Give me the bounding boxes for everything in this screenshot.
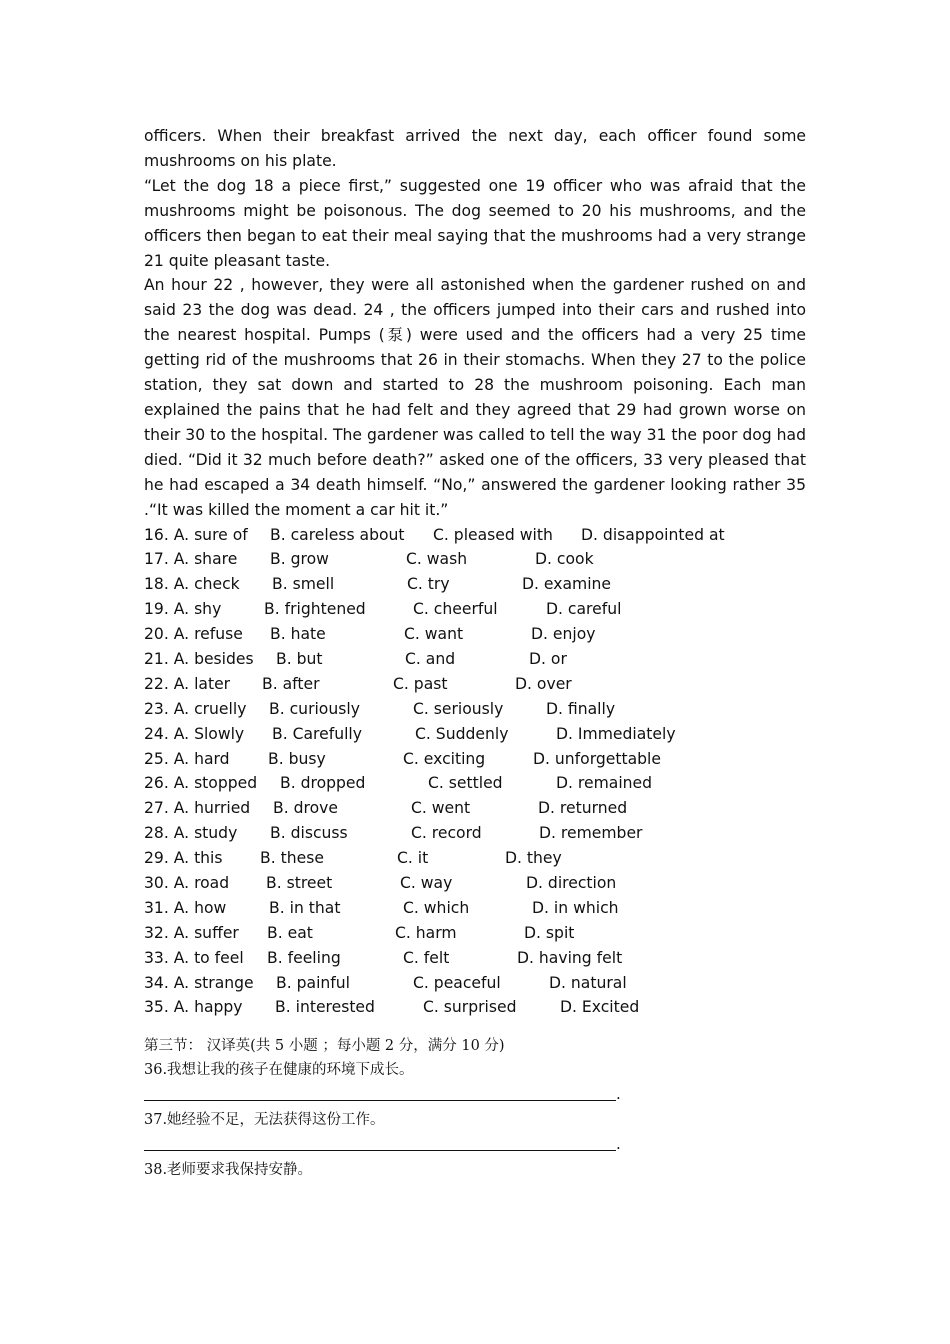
option-a: 34. A. strange <box>144 973 254 992</box>
option-b: B. curiously <box>269 699 360 718</box>
option-d: D. spit <box>524 923 575 942</box>
option-b: B. dropped <box>280 774 366 793</box>
answer-line-36[interactable] <box>144 1082 806 1108</box>
option-b: B. eat <box>267 923 313 942</box>
option-b: B. drove <box>273 799 338 818</box>
option-d: D. remained <box>556 774 653 793</box>
option-row <box>144 747 806 772</box>
option-a: 27. A. hurried <box>144 799 251 818</box>
option-c: C. settled <box>428 774 503 793</box>
option-d: D. returned <box>538 799 628 818</box>
passage-paragraph: officers. When their breakfast arrived the next day, each officer found some mushrooms on his plate. <box>144 127 806 170</box>
option-d: D. in which <box>532 898 619 917</box>
option-b: B. painful <box>276 973 350 992</box>
option-d: D. cook <box>535 550 594 569</box>
section-title: 第三节： 汉译英(共 5 小题 ；每小题 2 分，满分 10 分) <box>144 1038 505 1055</box>
option-b: B. street <box>266 873 333 892</box>
option-row <box>144 597 806 622</box>
option-b: B. these <box>260 849 324 868</box>
option-a: 35. A. happy <box>144 998 243 1017</box>
option-d: D. careful <box>546 600 622 619</box>
option-b: B. but <box>276 649 323 668</box>
option-row <box>144 722 806 747</box>
option-c: C. Suddenly <box>415 724 509 743</box>
option-row <box>144 846 806 871</box>
option-d: D. direction <box>526 873 617 892</box>
option-row <box>144 971 806 996</box>
option-row <box>144 771 806 796</box>
option-d: D. enjoy <box>531 625 596 644</box>
option-row <box>144 796 806 821</box>
option-c: C. exciting <box>403 749 486 768</box>
option-d: D. having felt <box>517 948 623 967</box>
question-38: 38.老师要求我保持安静。 <box>144 1162 313 1179</box>
option-a: 26. A. stopped <box>144 774 258 793</box>
passage-paragraph: An hour 22 , however, they were all astonished when the gardener rushed on and said 23 the dog was dead. 24 , the officers jumped into their cars and rushed into the nearest hospital. Pumps (泵) were used and the officers had a very 25 time getting rid of the mushrooms that 26 in their stomachs. When they 27 to the police station, they sat down and started to 28 the mushroom poisoning. Each man explained the pains that he had felt and they agreed that 29 had grown worse on their 30 to the hospital. The gardener was called to tell the way 31 the poor dog had died. “Did it 32 much before death?” asked one of the officers, 33 very pleased that he had escaped a 34 death himself. “No,” answered the gardener looking rather 35 .“It was killed the moment a car hit it.” <box>144 276 806 519</box>
option-a: 18. A. check <box>144 575 240 594</box>
option-c: C. surprised <box>423 998 517 1017</box>
option-c: C. want <box>404 625 464 644</box>
option-a: 29. A. this <box>144 849 223 868</box>
option-a: 30. A. road <box>144 873 230 892</box>
option-a: 24. A. Slowly <box>144 724 245 743</box>
passage-paragraph: “Let the dog 18 a piece first,” suggested one 19 officer who was afraid that the mushrooms might be poisonous. The dog seemed to 20 his mushrooms, and the officers then began to eat their meal saying that the mushrooms had a very strange 21 quite pleasant taste. <box>144 176 806 270</box>
option-b: B. careless about <box>270 525 405 544</box>
option-d: D. remember <box>539 824 643 843</box>
option-row <box>144 547 806 572</box>
option-c: C. peaceful <box>413 973 501 992</box>
option-a: 32. A. suffer <box>144 923 239 942</box>
option-c: C. cheerful <box>413 600 498 619</box>
option-c: C. harm <box>395 923 457 942</box>
option-c: C. try <box>407 575 450 594</box>
option-b: B. interested <box>275 998 375 1017</box>
option-b: B. after <box>262 674 320 693</box>
answer-line-37[interactable] <box>144 1132 806 1158</box>
option-row <box>144 697 806 722</box>
option-b: B. smell <box>272 575 335 594</box>
option-b: B. Carefully <box>272 724 362 743</box>
option-d: D. unforgettable <box>533 749 661 768</box>
option-row <box>144 572 806 597</box>
option-c: C. seriously <box>413 699 504 718</box>
option-b: B. feeling <box>267 948 341 967</box>
option-a: 23. A. cruelly <box>144 699 247 718</box>
option-c: C. went <box>411 799 471 818</box>
option-d: D. Immediately <box>556 724 676 743</box>
option-c: C. wash <box>406 550 468 569</box>
document-page <box>144 124 806 1182</box>
option-c: C. past <box>393 674 448 693</box>
option-row <box>144 647 806 672</box>
option-row <box>144 672 806 697</box>
option-d: D. or <box>529 649 567 668</box>
option-a: 19. A. shy <box>144 600 222 619</box>
option-row <box>144 622 806 647</box>
cloze-passage <box>144 124 806 523</box>
option-a: 21. A. besides <box>144 649 254 668</box>
option-b: B. grow <box>270 550 329 569</box>
option-c: C. felt <box>403 948 450 967</box>
option-d: D. natural <box>549 973 627 992</box>
option-row <box>144 921 806 946</box>
answer-options <box>144 523 806 1021</box>
option-row <box>144 946 806 971</box>
answer-rule <box>144 1150 616 1151</box>
option-row <box>144 995 806 1020</box>
option-a: 33. A. to feel <box>144 948 244 967</box>
option-row <box>144 821 806 846</box>
option-a: 17. A. share <box>144 550 238 569</box>
option-b: B. hate <box>270 625 326 644</box>
option-a: 20. A. refuse <box>144 625 243 644</box>
option-c: C. and <box>405 649 456 668</box>
answer-end-mark: . <box>616 1085 621 1104</box>
option-b: B. frightened <box>264 600 366 619</box>
option-a: 25. A. hard <box>144 749 230 768</box>
answer-rule <box>144 1100 616 1101</box>
option-c: C. which <box>403 898 470 917</box>
option-b: B. busy <box>268 749 326 768</box>
option-c: C. way <box>400 873 453 892</box>
option-a: 22. A. later <box>144 674 231 693</box>
option-row <box>144 523 806 548</box>
option-d: D. examine <box>522 575 612 594</box>
option-row <box>144 871 806 896</box>
option-d: D. over <box>515 674 572 693</box>
answer-end-mark: . <box>616 1135 621 1154</box>
option-b: B. discuss <box>270 824 348 843</box>
option-c: C. it <box>397 849 429 868</box>
option-a: 28. A. study <box>144 824 238 843</box>
option-b: B. in that <box>269 898 341 917</box>
option-c: C. record <box>411 824 482 843</box>
option-a: 31. A. how <box>144 898 227 917</box>
option-a: 16. A. sure of <box>144 525 248 544</box>
option-d: D. Excited <box>560 998 640 1017</box>
option-d: D. they <box>505 849 562 868</box>
question-36: 36.我想让我的孩子在健康的环境下成长。 <box>144 1062 414 1079</box>
option-d: D. disappointed at <box>581 525 725 544</box>
option-c: C. pleased with <box>433 525 553 544</box>
option-row <box>144 896 806 921</box>
question-37: 37.她经验不足，无法获得这份工作。 <box>144 1112 385 1129</box>
option-d: D. finally <box>546 699 616 718</box>
translation-section <box>144 1034 806 1182</box>
